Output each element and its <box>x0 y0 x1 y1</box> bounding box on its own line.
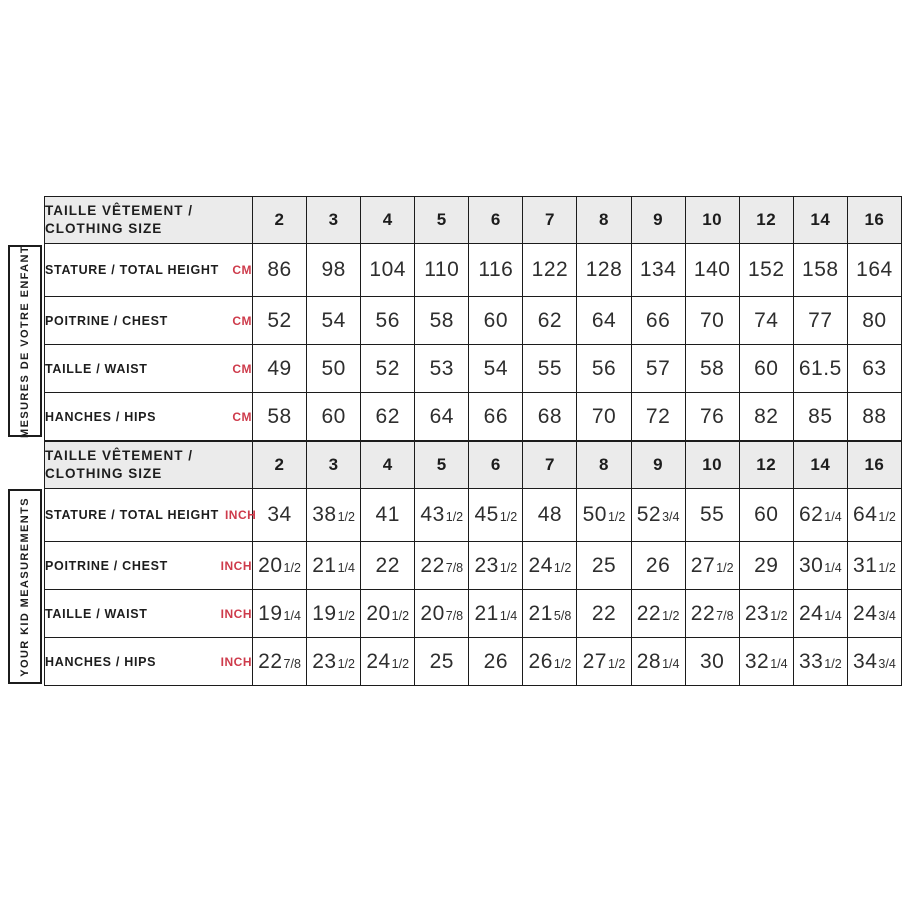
value-cell: 271/2 <box>685 542 739 590</box>
value-cell: 110 <box>415 244 469 297</box>
value-cell: 72 <box>631 393 685 441</box>
value-cell: 50 <box>307 345 361 393</box>
size-column-header: 12 <box>739 197 793 244</box>
unit-label: CM <box>232 263 252 277</box>
unit-label: INCH <box>220 654 252 669</box>
value-cell: 158 <box>793 244 847 297</box>
value-cell: 30 <box>685 638 739 686</box>
size-column-header: 4 <box>361 442 415 489</box>
value-cell: 271/2 <box>577 638 631 686</box>
value-cell: 60 <box>739 345 793 393</box>
row-label: POITRINE / CHEST <box>45 558 169 573</box>
value-cell: 68 <box>523 393 577 441</box>
value-cell: 231/2 <box>307 638 361 686</box>
value-cell: 321/4 <box>739 638 793 686</box>
table-row <box>45 244 902 297</box>
value-cell: 227/8 <box>415 542 469 590</box>
value-cell: 63 <box>847 345 901 393</box>
value-cell: 70 <box>685 297 739 345</box>
value-cell: 227/8 <box>253 638 307 686</box>
value-cell: 451/2 <box>469 489 523 542</box>
value-cell: 281/4 <box>631 638 685 686</box>
size-table-cm <box>44 196 902 441</box>
value-cell: 62 <box>361 393 415 441</box>
value-cell: 26 <box>469 638 523 686</box>
size-column-header: 14 <box>793 442 847 489</box>
row-label-cell <box>45 542 253 590</box>
value-cell: 311/2 <box>847 542 901 590</box>
size-column-header: 8 <box>577 442 631 489</box>
size-column-header: 3 <box>307 442 361 489</box>
value-cell: 381/2 <box>307 489 361 542</box>
table-row <box>45 638 902 686</box>
size-header-row <box>45 442 902 489</box>
row-label: POITRINE / CHEST <box>45 313 169 328</box>
value-cell: 66 <box>469 393 523 441</box>
size-header-label: TAILLE VÊTEMENT / CLOTHING SIZE <box>45 197 253 244</box>
size-column-header: 6 <box>469 442 523 489</box>
value-cell: 53 <box>415 345 469 393</box>
row-label: HANCHES / HIPS <box>45 409 157 424</box>
value-cell: 74 <box>739 297 793 345</box>
table-row <box>45 297 902 345</box>
value-cell: 261/2 <box>523 638 577 686</box>
value-cell: 122 <box>523 244 577 297</box>
value-cell: 641/2 <box>847 489 901 542</box>
value-cell: 134 <box>631 244 685 297</box>
value-cell: 54 <box>469 345 523 393</box>
value-cell: 211/4 <box>469 590 523 638</box>
size-column-header: 7 <box>523 197 577 244</box>
value-cell: 621/4 <box>793 489 847 542</box>
value-cell: 52 <box>361 345 415 393</box>
size-column-header: 10 <box>685 442 739 489</box>
value-cell: 58 <box>253 393 307 441</box>
value-cell: 60 <box>469 297 523 345</box>
side-label-box-cm <box>8 245 42 437</box>
value-cell: 243/4 <box>847 590 901 638</box>
value-cell: 54 <box>307 297 361 345</box>
table-row <box>45 393 902 441</box>
value-cell: 301/4 <box>793 542 847 590</box>
side-label-inch: YOUR KID MEASUREMENTS <box>19 496 31 677</box>
value-cell: 88 <box>847 393 901 441</box>
table-row <box>45 590 902 638</box>
table-row <box>45 542 902 590</box>
value-cell: 56 <box>361 297 415 345</box>
value-cell: 201/2 <box>361 590 415 638</box>
size-table-inch <box>44 441 902 686</box>
value-cell: 241/2 <box>361 638 415 686</box>
value-cell: 241/2 <box>523 542 577 590</box>
value-cell: 152 <box>739 244 793 297</box>
size-column-header: 10 <box>685 197 739 244</box>
value-cell: 164 <box>847 244 901 297</box>
value-cell: 221/2 <box>631 590 685 638</box>
value-cell: 77 <box>793 297 847 345</box>
value-cell: 60 <box>307 393 361 441</box>
value-cell: 191/4 <box>253 590 307 638</box>
value-cell: 431/2 <box>415 489 469 542</box>
value-cell: 57 <box>631 345 685 393</box>
value-cell: 55 <box>523 345 577 393</box>
size-chart <box>8 196 902 686</box>
row-label-cell <box>45 345 253 393</box>
value-cell: 41 <box>361 489 415 542</box>
value-cell: 86 <box>253 244 307 297</box>
value-cell: 64 <box>577 297 631 345</box>
unit-label: CM <box>232 361 252 376</box>
value-cell: 60 <box>739 489 793 542</box>
side-label-box-inch <box>8 489 42 684</box>
row-label-cell <box>45 489 257 542</box>
value-cell: 241/4 <box>793 590 847 638</box>
value-cell: 201/2 <box>253 542 307 590</box>
size-column-header: 2 <box>253 442 307 489</box>
size-column-header: 4 <box>361 197 415 244</box>
value-cell: 64 <box>415 393 469 441</box>
size-column-header: 8 <box>577 197 631 244</box>
value-cell: 29 <box>739 542 793 590</box>
size-column-header: 6 <box>469 197 523 244</box>
value-cell: 70 <box>577 393 631 441</box>
row-label: TAILLE / WAIST <box>45 606 148 621</box>
value-cell: 34 <box>253 489 307 542</box>
value-cell: 22 <box>577 590 631 638</box>
value-cell: 98 <box>307 244 361 297</box>
value-cell: 66 <box>631 297 685 345</box>
value-cell: 52 <box>253 297 307 345</box>
value-cell: 62 <box>523 297 577 345</box>
size-header-label: TAILLE VÊTEMENT / CLOTHING SIZE <box>45 442 253 489</box>
size-column-header: 12 <box>739 442 793 489</box>
value-cell: 140 <box>685 244 739 297</box>
value-cell: 58 <box>415 297 469 345</box>
table-row <box>45 345 902 393</box>
unit-label: INCH <box>224 508 257 522</box>
row-label: HANCHES / HIPS <box>45 654 157 669</box>
value-cell: 61.5 <box>793 345 847 393</box>
unit-label: CM <box>232 409 252 424</box>
row-label-cell <box>45 393 253 441</box>
value-cell: 56 <box>577 345 631 393</box>
value-cell: 25 <box>577 542 631 590</box>
value-cell: 82 <box>739 393 793 441</box>
unit-label: INCH <box>220 606 252 621</box>
row-label: STATURE / TOTAL HEIGHT <box>45 508 219 522</box>
size-column-header: 5 <box>415 442 469 489</box>
table-row <box>45 489 902 542</box>
value-cell: 80 <box>847 297 901 345</box>
value-cell: 76 <box>685 393 739 441</box>
size-column-header: 7 <box>523 442 577 489</box>
row-label: TAILLE / WAIST <box>45 361 148 376</box>
size-header-row <box>45 197 902 244</box>
value-cell: 191/2 <box>307 590 361 638</box>
value-cell: 215/8 <box>523 590 577 638</box>
value-cell: 49 <box>253 345 307 393</box>
row-label-cell <box>45 638 253 686</box>
size-tables <box>44 196 902 686</box>
value-cell: 25 <box>415 638 469 686</box>
value-cell: 85 <box>793 393 847 441</box>
row-label-cell <box>45 590 253 638</box>
row-label-cell <box>45 297 253 345</box>
unit-label: INCH <box>220 558 252 573</box>
value-cell: 207/8 <box>415 590 469 638</box>
size-column-header: 16 <box>847 442 901 489</box>
value-cell: 343/4 <box>847 638 901 686</box>
value-cell: 128 <box>577 244 631 297</box>
row-label: STATURE / TOTAL HEIGHT <box>45 263 219 277</box>
row-label-cell <box>45 244 253 297</box>
size-column-header: 14 <box>793 197 847 244</box>
value-cell: 104 <box>361 244 415 297</box>
value-cell: 211/4 <box>307 542 361 590</box>
value-cell: 58 <box>685 345 739 393</box>
value-cell: 231/2 <box>739 590 793 638</box>
size-column-header: 5 <box>415 197 469 244</box>
value-cell: 331/2 <box>793 638 847 686</box>
size-column-header: 3 <box>307 197 361 244</box>
size-column-header: 16 <box>847 197 901 244</box>
side-label-cm: MESURES DE VOTRE ENFANT <box>19 244 31 438</box>
unit-label: CM <box>232 313 252 328</box>
value-cell: 227/8 <box>685 590 739 638</box>
value-cell: 523/4 <box>631 489 685 542</box>
value-cell: 116 <box>469 244 523 297</box>
value-cell: 26 <box>631 542 685 590</box>
value-cell: 55 <box>685 489 739 542</box>
size-column-header: 2 <box>253 197 307 244</box>
size-column-header: 9 <box>631 197 685 244</box>
value-cell: 22 <box>361 542 415 590</box>
value-cell: 501/2 <box>577 489 631 542</box>
size-column-header: 9 <box>631 442 685 489</box>
value-cell: 231/2 <box>469 542 523 590</box>
value-cell: 48 <box>523 489 577 542</box>
side-label-column <box>8 196 44 685</box>
